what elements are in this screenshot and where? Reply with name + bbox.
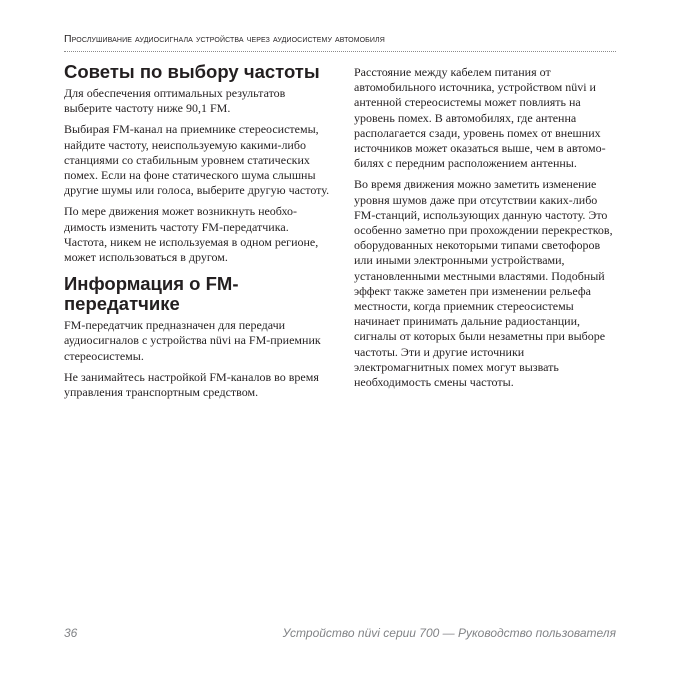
paragraph: Выбирая FM-канал на приемнике стереосистемы, найдите частоту, неиспользуемую какими-либо станциями со стабильным уровнем статических помех. Если на фоне статического шума слышны другие шумы или голоса, выберите другую частоту. <box>64 122 330 198</box>
running-header-initial: П <box>64 33 72 45</box>
right-column <box>354 65 616 396</box>
paragraph: Расстояние между кабелем питания от автомобильного источника, устройством nüvi и антенной стереосистемы может повлиять на уровень помех. В автомобилях, где антенна располагается сзади, уровень помех от внешних источников может оказаться выше, чем в автомо-билях с передним расположением антенны. <box>354 65 606 171</box>
footer-manual-title: Устройство nüvi серии 700 — Руководство пользователя <box>282 626 616 640</box>
section-heading-frequency-tips: Советы по выбору частоты <box>64 61 320 82</box>
paragraph: Не занимайтесь настройкой FM-каналов во время управления транспортным средством. <box>64 369 319 400</box>
page-number: 36 <box>64 626 78 640</box>
left-column <box>64 62 332 406</box>
paragraph: Во время движения можно заметить изменение уровня шумов даже при отсутствии каких-либо FM-станций, использующих данную частоту. Это особенно заметно при прохождении перекрестков, оборудованных некоторыми типами светофоров или иными электронными устройствами, установленными местными властями. Подобный эффект также заметен при изменении рельефа местности, когда приемник стереосистемы начинает принимать дальние радиостанции, сигналы от которых были незаметны при выборе частоты. Эти и другие источники электромагнитных помех могут вызвать необходимость смены частоты. <box>354 177 613 390</box>
paragraph: Для обеспечения оптимальных результатов выберите частоту ниже 90,1 FM. <box>64 86 286 116</box>
paragraph: По мере движения может возникнуть необхо-димость изменить частоту FM-передатчика. Частота, никем не используемая в одном регионе, может использоваться в другом. <box>64 204 319 265</box>
header-divider <box>64 51 616 52</box>
section-heading-fm-transmitter-info: Информация о FM-передатчике <box>64 273 239 315</box>
paragraph: FM-передатчик предназначен для передачи аудиосигналов с устройства nüvi на FM-приемник стереосистемы. <box>64 318 321 363</box>
running-header-text: рослушивание аудиосигнала устройства через аудиосистему автомобиля <box>71 33 385 45</box>
running-header <box>64 33 616 45</box>
